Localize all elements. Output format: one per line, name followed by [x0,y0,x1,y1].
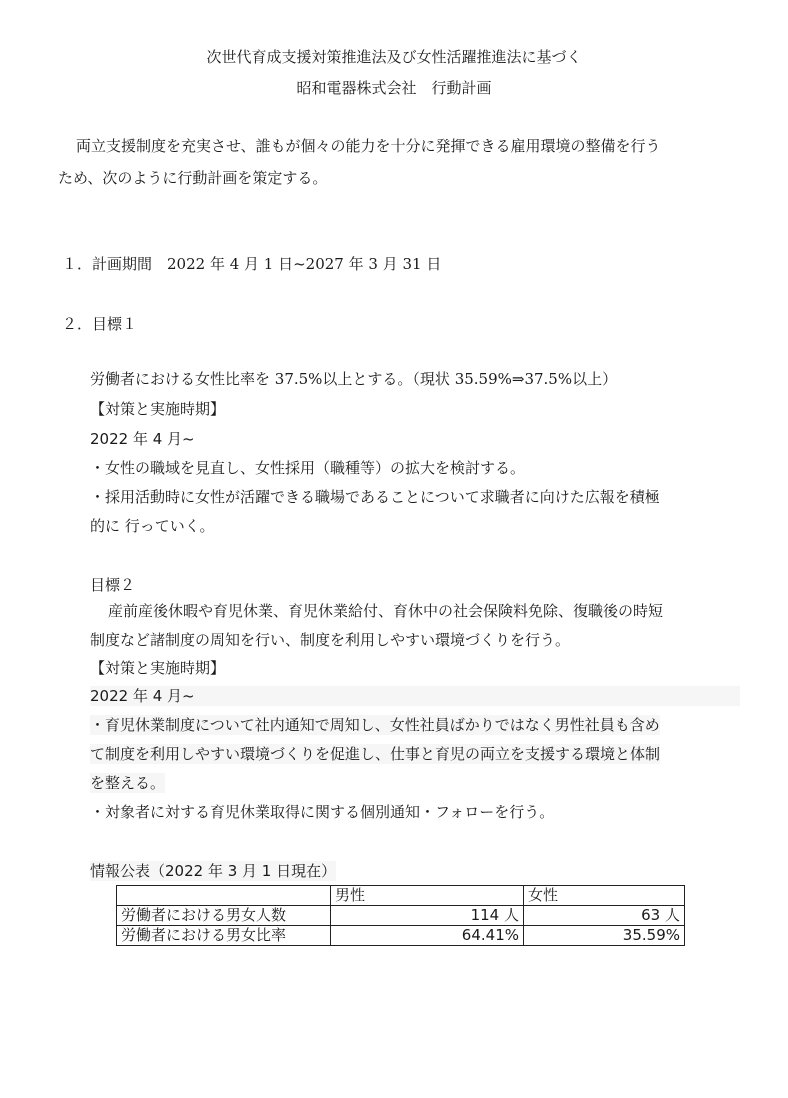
goal-2-start: 2022 年 4 月~ [90,686,740,706]
table-header-cell: 男性 [331,886,524,906]
goal-1-bullet-2-line-1: ・採用活動時に女性が活躍できる職場であることについて求職者に向けた広報を積極 [90,488,660,506]
disclosure-caption: 情報公表（2022 年 3 月 1 日現在） [90,862,337,880]
goal-2-bullet-1-line-3: を整える。 [90,774,166,792]
goal-2-bullet-2: ・対象者に対する育児休業取得に関する個別通知・フォローを行う。 [90,803,555,821]
table-cell-female: 63 人 [524,906,685,926]
goal-1-statement: 労働者における女性比率を 37.5%以上とする。（現状 35.59%⇒37.5%以上） [90,370,618,388]
section-2-heading: ２．目標１ [62,315,138,333]
disclosure-table [116,885,685,946]
title-line-2: 昭和電器株式会社 行動計画 [296,79,492,97]
goal-1-bullet-2-line-2: 的に 行っていく。 [90,517,215,535]
goal-1-measures-heading: 【対策と実施時期】 [90,400,226,418]
goal-2-statement-line-2: 制度など諸制度の周知を行い、制度を利用しやすい環境づくりを行う。 [90,631,571,649]
goal-2-measures-heading: 【対策と実施時期】 [90,659,226,677]
goal-2-bullet-1-line-1: ・育児休業制度について社内通知で周知し、女性社員ばかりではなく男性社員も含め [90,716,660,734]
table-row [117,926,685,946]
table-header-row [117,886,685,906]
goal-2-statement-line-1: 産前産後休暇や育児休業、育児休業給付、育休中の社会保険料免除、復職後の時短 [108,602,664,620]
goal-2-bullet-1-line-2: て制度を利用しやすい環境づくりを促進し、仕事と育児の両立を支援する環境と体制 [90,745,661,763]
table-cell-female: 35.59% [524,926,685,946]
section-1-heading: １．計画期間 2022 年 4 月 1 日~2027 年 3 月 31 日 [62,255,442,273]
table-cell-male: 114 人 [331,906,524,926]
title-line-1: 次世代育成支援対策推進法及び女性活躍推進法に基づく [206,48,582,66]
goal-2-heading: 目標２ [90,576,136,594]
table-cell-male: 64.41% [331,926,524,946]
goal-1-start: 2022 年 4 月~ [90,430,195,448]
goal-1-bullet-1: ・女性の職域を見直し、女性採用（職種等）の拡大を検討する。 [90,459,526,477]
table-row [117,906,685,926]
table-header-cell [117,886,331,906]
table-row-label: 労働者における男女比率 [117,926,331,946]
table-header-cell: 女性 [524,886,685,906]
intro-line-2: ため、次のように行動計画を策定する。 [58,169,328,187]
table-row-label: 労働者における男女人数 [117,906,331,926]
intro-line-1: 両立支援制度を充実させ、誰もが個々の能力を十分に発揮できる雇用環境の整備を行う [76,137,661,155]
